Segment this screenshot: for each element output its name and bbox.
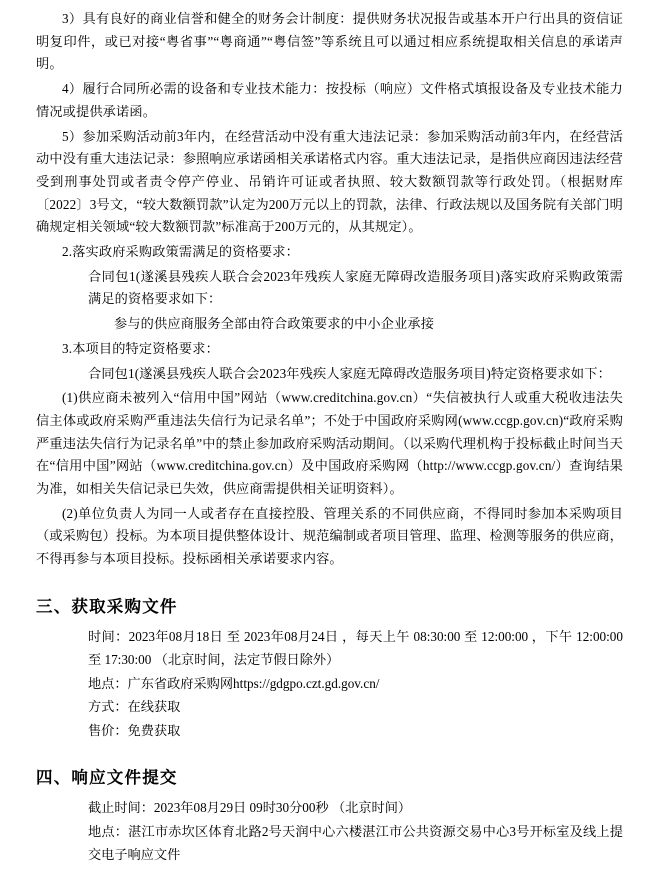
paragraph-specific-credit-check: (1)供应商未被列入“信用中国”网站（www.creditchina.gov.cn）“失信被执行人或重大税收违法失信主体或政府采购严重违法失信行为记录名单”；不处于中国政府采购网(www.ccgp.gov.cn)“政府采购严重违法失信行为记录名单”中的禁止参加政府采购活动期间。（以采购代理机构于投标截止时间当天在“信用中国”网站（www.creditchina.gov.cn）及中国政府采购网（http://www.ccgp.gov.cn/）查询结果为准，如相关失信记录已失效，供应商需提供相关证明资料）。 bbox=[36, 390, 623, 497]
paragraph-equipment-capability: 4）履行合同所必需的设备和专业技术能力：按投标（响应）文件格式填报设备及专业技术能力情况或提供承诺函。 bbox=[36, 81, 623, 119]
acquisition-address-line: 地点：广东省政府采购网https://gdgpo.czt.gd.gov.cn/ bbox=[88, 675, 380, 691]
paragraph-policy-package-1: 合同包1(遂溪县残疾人联合会2023年残疾人家庭无障碍改造服务项目)落实政府采购政策需满足的资格要求如下： bbox=[88, 268, 623, 307]
paragraph-business-credit: 3）具有良好的商业信誉和健全的财务会计制度：提供财务状况报告或基本开户行出具的资信证明复印件，或已对接“粤省事”“粤商通”“粤信签”等系统且可以通过相应系统提取相关信息的承诺声明。 bbox=[36, 11, 623, 72]
paragraph-policy-sme: 参与的供应商服务全部由符合政策要求的中小企业承接 bbox=[114, 316, 435, 332]
acquisition-method-line: 方式：在线获取 bbox=[88, 699, 181, 715]
paragraph-specific-affiliation: (2)单位负责人为同一人或者存在直接控股、管理关系的不同供应商，不得同时参加本采购项目（或采购包）投标。为本项目提供整体设计、规范编制或者项目管理、监理、检测等服务的供应商，不得再参与本项目投标。投标函相关承诺要求内容。 bbox=[36, 505, 623, 567]
paragraph-no-major-violation: 5）参加采购活动前3年内，在经营活动中没有重大违法记录：参加采购活动前3年内，在经营活动中没有重大违法记录：参照响应承诺函相关承诺格式内容。重大违法记录，是指供应商因违法经营受到刑事处罚或者责令停产停业、吊销许可证或者执照、较大数额罚款等行政处罚。（根据财库〔2022〕3号文，“较大数额罚款”认定为200万元以上的罚款，法律、行政法规以及国务院有关部门明确规定相关领域“较大数额罚款”标准高于200万元的，从其规定）。 bbox=[36, 128, 623, 235]
paragraph-specific-package-1: 合同包1(遂溪县残疾人联合会2023年残疾人家庭无障碍改造服务项目)特定资格要求如下： bbox=[88, 365, 611, 381]
submission-deadline-line: 截止时间：2023年08月29日 09时30分00秒 （北京时间） bbox=[88, 800, 412, 816]
section-heading-three: 三、获取采购文件 bbox=[36, 596, 178, 616]
heading-specific-requirements: 3.本项目的特定资格要求： bbox=[62, 340, 219, 356]
acquisition-price-line: 售价：免费获取 bbox=[88, 722, 181, 738]
submission-address-line: 地点：湛江市赤坎区体育北路2号天润中心六楼湛江市公共资源交易中心3号开标室及线上提交电子响应文件 bbox=[88, 823, 623, 863]
heading-policy-requirements: 2.落实政府采购政策需满足的资格要求： bbox=[62, 244, 299, 260]
section-heading-four: 四、响应文件提交 bbox=[36, 768, 178, 788]
acquisition-time-line: 时间：2023年08月18日 至 2023年08月24日 ，每天上午 08:30:00 至 12:00:00 ，下午 12:00:00 至 17:30:00 （北京时间，法定节假日除外） bbox=[88, 628, 623, 668]
